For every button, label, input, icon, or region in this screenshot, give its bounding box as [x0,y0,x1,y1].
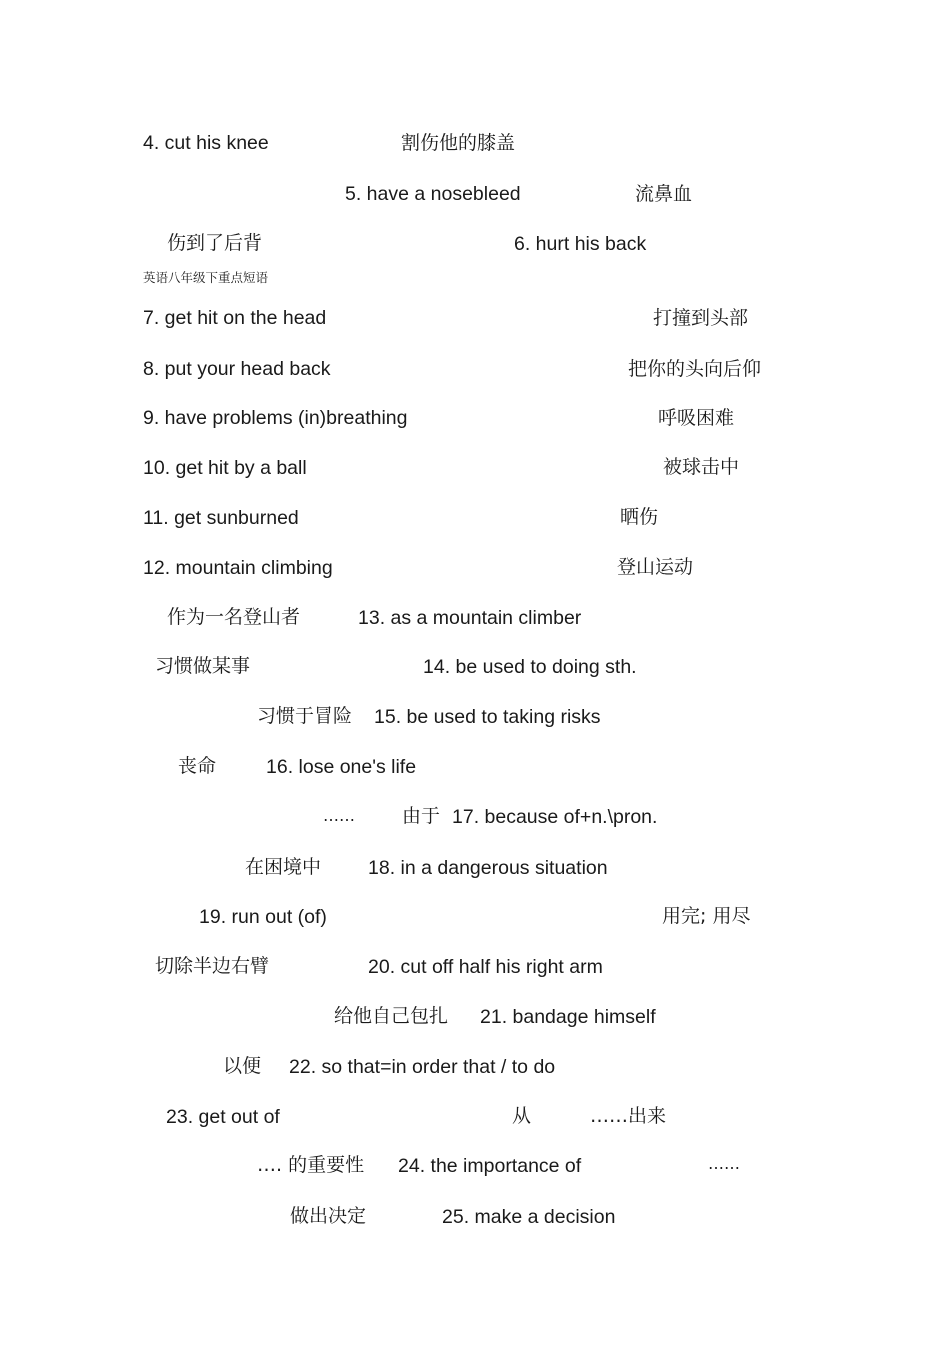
phrase-en: 16. lose one's life [266,756,417,778]
phrase-en: 14. be used to doing sth. [423,656,637,678]
phrase-zh: 被球击中 [663,456,740,478]
phrase-en: 18. in a dangerous situation [368,857,608,879]
phrase-zh: 割伤他的膝盖 [401,132,516,154]
phrase-zh: 习惯于冒险 [257,705,353,727]
phrase-en: 17. because of+n.\pron. [452,806,658,828]
phrase-zh: 把你的头向后仰 [628,358,762,380]
phrase-en: 9. have problems (in)breathing [143,407,408,429]
phrase-en: 15. be used to taking risks [374,706,601,728]
phrase-en: 6. hurt his back [514,233,647,255]
phrase-en: 21. bandage himself [480,1006,656,1028]
phrase-en: 20. cut off half his right arm [368,956,603,978]
phrase-en: 24. the importance of [398,1155,582,1177]
phrase-en: 4. cut his knee [143,132,269,154]
phrase-zh: 用完; 用尽 [662,905,751,927]
phrase-zh: ……出来 [590,1105,667,1127]
phrase-zh: 在困境中 [245,856,322,878]
phrase-zh: 给他自己包扎 [334,1005,449,1027]
phrase-zh: 以便 [223,1055,262,1077]
phrase-en: 10. get hit by a ball [143,457,307,479]
phrase-zh: 伤到了后背 [167,232,263,254]
header-note: 英语八年级下重点短语 [143,270,269,285]
phrase-zh: 从 [512,1105,532,1127]
phrase-en: 23. get out of [166,1106,280,1128]
phrase-zh: 做出决定 [290,1205,367,1227]
phrase-en: 25. make a decision [442,1206,616,1228]
phrase-zh: 打撞到头部 [653,307,749,329]
phrase-zh: 切除半边右臂 [155,955,270,977]
phrase-zh: 流鼻血 [635,183,693,205]
phrase-en: 13. as a mountain climber [358,607,582,629]
phrase-zh: …. 的重要性 [257,1154,365,1176]
phrase-en: 8. put your head back [143,358,331,380]
phrase-zh: 晒伤 [620,506,659,528]
ellipsis: …… [323,806,355,825]
phrase-en: 12. mountain climbing [143,557,333,579]
phrase-en: 7. get hit on the head [143,307,327,329]
phrase-zh: 作为一名登山者 [167,606,301,628]
phrase-zh: 丧命 [178,755,217,777]
phrase-en: 22. so that=in order that / to do [289,1056,556,1078]
phrase-zh: 登山运动 [617,556,694,578]
phrase-en: 19. run out (of) [199,906,327,928]
phrase-zh: 由于 [402,805,441,827]
phrase-en: 5. have a nosebleed [345,183,521,205]
ellipsis: …… [708,1154,740,1173]
phrase-zh: 习惯做某事 [155,655,251,677]
phrase-en: 11. get sunburned [143,507,299,529]
phrase-zh: 呼吸困难 [658,407,735,429]
